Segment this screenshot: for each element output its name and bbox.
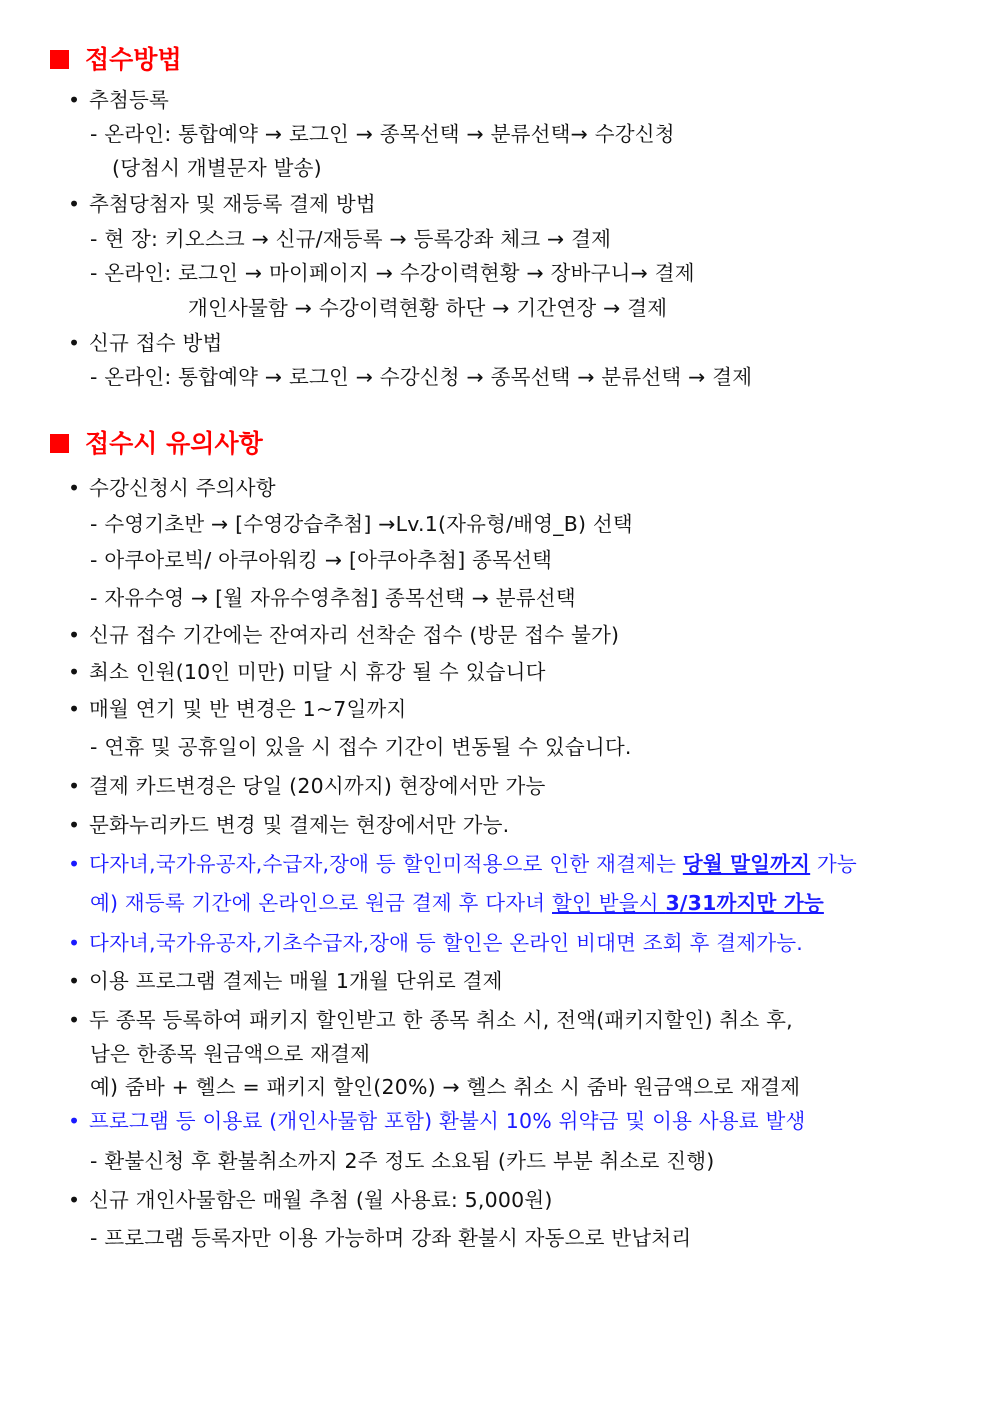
- red-square-icon: [50, 50, 69, 69]
- bullet-item: • 최소 인원(10인 미만) 미달 시 휴강 될 수 있습니다: [68, 660, 546, 684]
- bullet-icon: •: [68, 192, 81, 216]
- bullet-item: • 이용 프로그램 결제는 매월 1개월 단위로 결제: [68, 969, 503, 993]
- bullet-icon: •: [68, 1188, 81, 1212]
- bullet-item: • 추첨당첨자 및 재등록 결제 방법: [68, 192, 376, 216]
- bullet-icon: •: [68, 623, 81, 647]
- emphasis-text: 당월 말일까지: [682, 852, 811, 876]
- sub-item: - 프로그램 등록자만 이용 가능하며 강좌 환불시 자동으로 반납처리: [90, 1226, 692, 1250]
- sub-item: - 자유수영 → [월 자유수영추첨] 종목선택 → 분류선택: [90, 586, 576, 610]
- sub-item-continuation: 개인사물함 → 수강이력현황 하단 → 기간연장 → 결제: [188, 296, 668, 320]
- sub-item: - 환불신청 후 환불취소까지 2주 정도 소요됨 (카드 부분 취소로 진행): [90, 1149, 715, 1173]
- heading-text: 접수시 유의사항: [85, 429, 263, 458]
- bullet-icon: •: [68, 774, 81, 798]
- bullet-item: • 신규 개인사물함은 매월 추첨 (월 사용료: 5,000원): [68, 1188, 553, 1212]
- bullet-icon: •: [68, 331, 81, 355]
- bullet-item: • 두 종목 등록하여 패키지 할인받고 한 종목 취소 시, 전액(패키지할인) 취소 후,: [68, 1008, 793, 1032]
- bullet-icon: •: [68, 813, 81, 837]
- sub-item-continuation: (당첨시 개별문자 발송): [112, 156, 322, 180]
- bullet-item-highlight: • 다자녀,국가유공자,수급자,장애 등 할인미적용으로 인한 재결제는 당월 말일까지 가능: [68, 852, 857, 876]
- bullet-item: • 추첨등록: [68, 88, 170, 112]
- bullet-item: • 수강신청시 주의사항: [68, 476, 276, 500]
- underlined-text: 할인 받을시: [552, 891, 666, 915]
- bullet-icon: •: [68, 697, 81, 721]
- bullet-icon: •: [68, 969, 81, 993]
- highlight-continuation: 예) 재등록 기간에 온라인으로 원금 결제 후 다자녀 할인 받을시 3/31까지만 가능: [90, 891, 824, 915]
- bullet-item: • 신규 접수 기간에는 잔여자리 선착순 접수 (방문 접수 불가): [68, 623, 620, 647]
- sub-item: - 수영기초반 → [수영강습추첨] →Lv.1(자유형/배영_B) 선택: [90, 512, 633, 536]
- bullet-item: • 신규 접수 방법: [68, 331, 223, 355]
- sub-item: - 온라인: 통합예약 → 로그인 → 수강신청 → 종목선택 → 분류선택 → 결제: [90, 365, 753, 389]
- bullet-icon: •: [68, 1109, 81, 1133]
- sub-item: - 온라인: 로그인 → 마이페이지 → 수강이력현황 → 장바구니→ 결제: [90, 261, 695, 285]
- sub-item: - 연휴 및 공휴일이 있을 시 접수 기간이 변동될 수 있습니다.: [90, 735, 632, 759]
- bullet-icon: •: [68, 1008, 81, 1032]
- sub-item: - 온라인: 통합예약 → 로그인 → 종목선택 → 분류선택→ 수강신청: [90, 122, 675, 146]
- red-square-icon: [50, 434, 69, 453]
- bullet-item-highlight: • 다자녀,국가유공자,기초수급자,장애 등 할인은 온라인 비대면 조회 후 결제가능.: [68, 931, 803, 955]
- section-heading-precautions: [50, 428, 263, 460]
- bullet-icon: •: [68, 660, 81, 684]
- bullet-continuation: 남은 한종목 원금액으로 재결제: [90, 1042, 371, 1066]
- bullet-icon: •: [68, 852, 81, 876]
- bullet-icon: •: [68, 931, 81, 955]
- emphasis-text: 3/31까지만 가능: [665, 891, 824, 915]
- sub-item: - 현 장: 키오스크 → 신규/재등록 → 등록강좌 체크 → 결제: [90, 227, 612, 251]
- bullet-item-highlight: • 프로그램 등 이용료 (개인사물함 포함) 환불시 10% 위약금 및 이용 사용료 발생: [68, 1109, 806, 1133]
- sub-item: - 아쿠아로빅/ 아쿠아워킹 → [아쿠아추첨] 종목선택: [90, 548, 553, 572]
- bullet-icon: •: [68, 88, 81, 112]
- bullet-item: • 문화누리카드 변경 및 결제는 현장에서만 가능.: [68, 813, 510, 837]
- bullet-icon: •: [68, 476, 81, 500]
- bullet-continuation: 예) 줌바 + 헬스 = 패키지 할인(20%) → 헬스 취소 시 줌바 원금액으로 재결제: [90, 1075, 801, 1099]
- section-heading-application-method: [50, 44, 182, 76]
- bullet-item: • 매월 연기 및 반 변경은 1~7일까지: [68, 697, 407, 721]
- bullet-item: • 결제 카드변경은 당일 (20시까지) 현장에서만 가능: [68, 774, 546, 798]
- heading-text: 접수방법: [85, 45, 182, 74]
